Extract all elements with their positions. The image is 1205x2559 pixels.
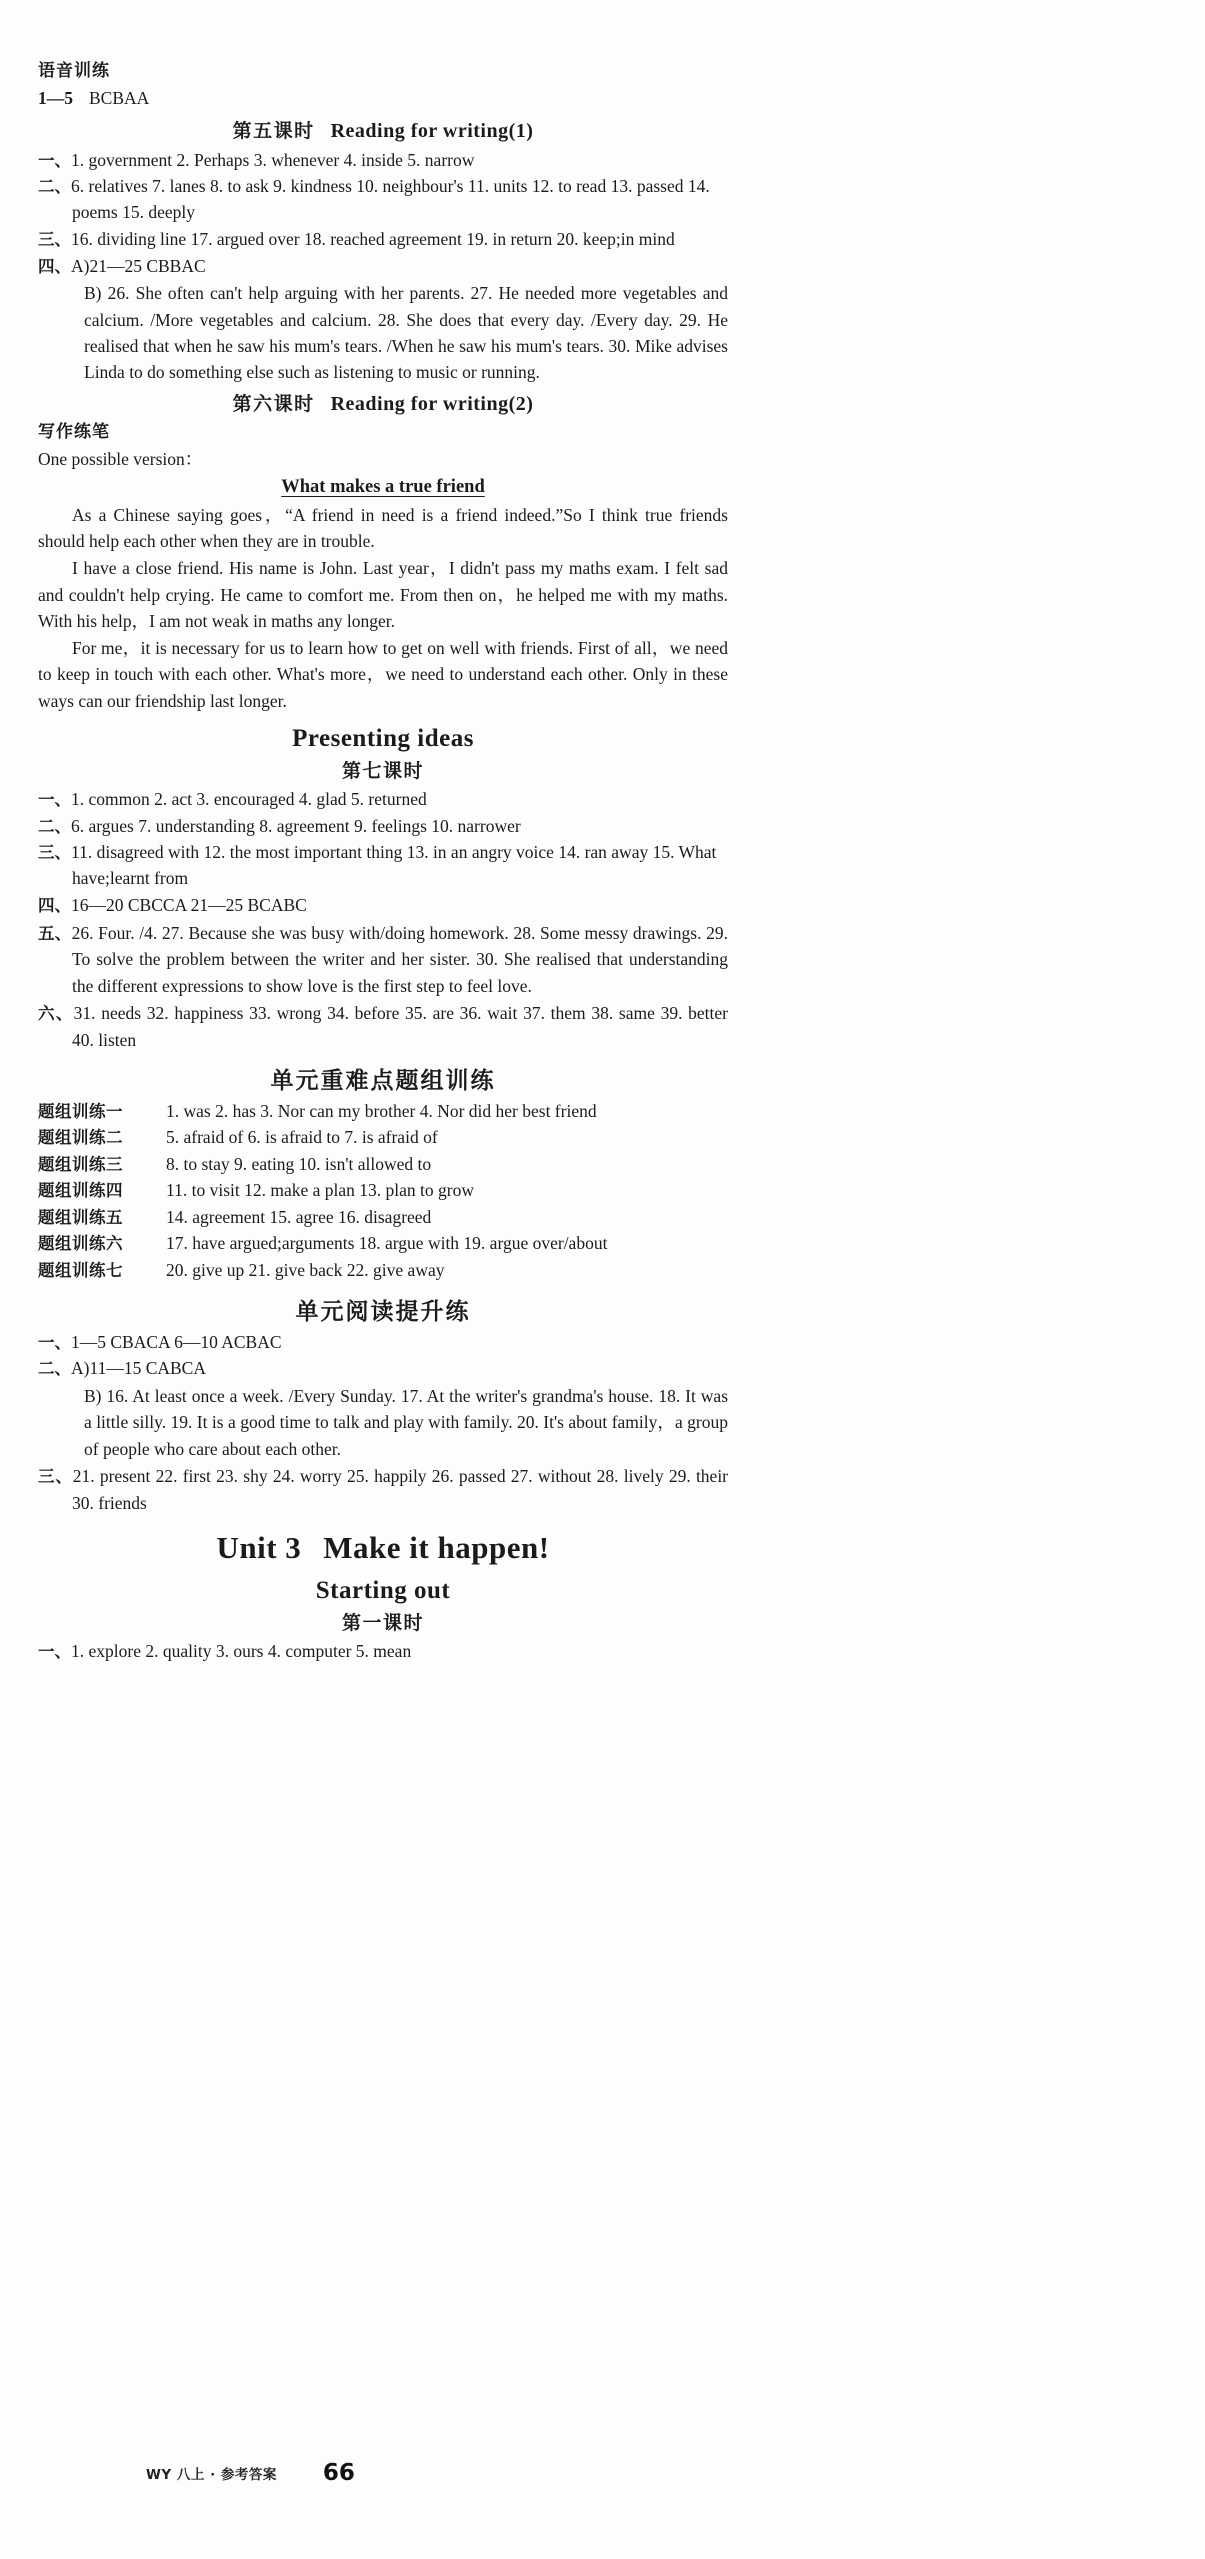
lesson-6-heading-cn: 第六课时 [232,393,315,416]
starting-out-title: Starting out [315,1576,451,1604]
row-text: 11. disagreed with 12. the most important thing 13. in an angry voice 14. ran away 15. What have;learnt from [71,842,717,889]
essay-title: What makes a true friend [281,476,485,497]
drill-label: 题组训练七 [38,1261,123,1281]
row-label: 三、 [38,229,71,249]
drill-text: 1. was 2. has 3. Nor can my brother 4. Nor did her best friend [166,1100,597,1121]
lesson-5-part-b: B) 26. She often can't help arguing with her parents. 27. He needed more vegetables and calcium. /More vegetables and calcium. 28. She does that every day. /Every day. 29. He realised that when he saw his mum's tears. /When he saw his mum's tears. 30. Mike advises Linda to do something else such as listening to music or running. [84,283,728,382]
drill-text: 20. give up 21. give back 22. give away [166,1260,445,1281]
phonetics-heading: 语音训练 [38,61,110,81]
row-text: 21. present 22. first 23. shy 24. worry 25. happily 26. passed 27. without 28. lively 29. their 30. friends [72,1465,729,1513]
row-label: 一、 [38,150,71,170]
row-label: 四、 [38,256,71,276]
row-label: 一、 [38,1332,71,1352]
presenting-row-3 [38,840,728,891]
unit-drill-row-1 [38,1099,728,1125]
drill-text: 8. to stay 9. eating 10. isn't allowed to [166,1153,432,1174]
unit-3-row-1 [38,1639,728,1665]
drill-text: 14. agreement 15. agree 16. disagreed [166,1206,432,1227]
drill-label: 题组训练三 [38,1154,123,1174]
row-text: 1. explore 2. quality 3. ours 4. computer 5. mean [71,1640,412,1661]
row-label: 二、 [38,1359,71,1379]
lesson-6-heading [38,391,728,417]
row-text: 16—20 CBCCA 21—25 BCABC [71,894,307,915]
row-label: 三、 [38,1466,73,1486]
unit-drill-row-4 [38,1178,728,1204]
drill-label: 题组训练二 [38,1128,123,1148]
drill-label: 题组训练五 [38,1207,123,1227]
page-footer [38,2460,728,2486]
unit-drill-title: 单元重难点题组训练 [270,1067,496,1094]
unit-drill-row-2 [38,1125,728,1151]
drill-text: 17. have argued;arguments 18. argue with 19. argue over/about [166,1233,608,1254]
essay-paragraph-1: As a Chinese saying goes，“A friend in need is a friend indeed.”So I think true friends should help each other when they are in trouble. [38,504,728,552]
row-label: 一、 [38,789,71,809]
essay-paragraph-3: For me，it is necessary for us to learn how to get on well with friends. First of all，we need to keep in touch with each other. What's more，we need to understand each other. Only in these ways can our friendship last longer. [38,638,728,711]
drill-text: 11. to visit 12. make a plan 13. plan to grow [166,1180,474,1201]
row-text: A)11—15 CABCA [71,1358,206,1379]
lesson-6-heading-en: Reading for writing(2) [330,393,534,416]
lesson-7-heading-cn: 第七课时 [341,759,424,782]
one-possible-version-label: One possible version： [38,449,203,470]
row-label: 三、 [38,843,71,863]
row-text: 6. relatives 7. lanes 8. to ask 9. kindness 10. neighbour's 11. units 12. to read 13. passed 14. poems 15. deeply [71,176,710,223]
phonetics-answer-line [38,86,728,112]
lesson-5-row-3 [38,227,728,253]
page-content [38,60,728,1665]
row-label: 六、 [38,1003,74,1023]
unit-drill-row-3 [38,1152,728,1178]
unit-reading-title: 单元阅读提升练 [295,1298,471,1325]
presenting-row-1 [38,787,728,813]
row-label: 五、 [38,923,72,943]
drill-label: 题组训练四 [38,1181,123,1201]
row-text: 31. needs 32. happiness 33. wrong 34. before 35. are 36. wait 37. them 38. same 39. better 40. listen [72,1002,729,1050]
unit-drill-row-5 [38,1205,728,1231]
lesson-5-row-2 [38,174,728,225]
row-label: 二、 [38,816,71,836]
unit-reading-row-2 [38,1356,728,1382]
presenting-row-4 [38,893,728,919]
unit-3-title [38,1530,728,1566]
unit-3-name: Make it happen! [323,1529,550,1565]
row-label: 一、 [38,1641,71,1661]
row-text: 1. common 2. act 3. encouraged 4. glad 5. returned [71,788,427,809]
unit-reading-part-b: B) 16. At least once a week. /Every Sunday. 17. At the writer's grandma's house. 18. It was a little silly. 19. It is a good time to talk and play with family. 20. It's about family，a group of people who care about each other. [84,1386,728,1459]
drill-label: 题组训练六 [38,1234,123,1254]
drill-label: 题组训练一 [38,1101,123,1121]
row-text: 1. government 2. Perhaps 3. whenever 4. inside 5. narrow [71,149,475,170]
phonetics-answer: BCBAA [89,87,150,108]
lesson-1-heading-cn: 第一课时 [341,1611,424,1634]
presenting-row-5 [38,920,728,999]
presenting-row-6 [38,1000,728,1053]
row-text: 16. dividing line 17. argued over 18. reached agreement 19. in return 20. keep;in mind [71,228,675,249]
unit-reading-row-3 [38,1463,728,1516]
row-label: 二、 [38,177,71,197]
writing-practice-heading: 写作练笔 [38,422,110,443]
lesson-5-heading [38,118,728,144]
lesson-5-row-4 [38,254,728,280]
phonetics-range: 1—5 [38,87,73,108]
page-number: 66 [322,2460,355,2486]
presenting-row-2 [38,814,728,840]
row-label: 四、 [38,895,71,915]
row-text: 1—5 CBACA 6—10 ACBAC [71,1331,282,1352]
footer-book-mark: WY 八上 · 参考答案 [146,2467,277,2483]
unit-3-number: Unit 3 [216,1529,302,1565]
lesson-5-row-1 [38,148,728,174]
essay-paragraph-2: I have a close friend. His name is John. Last year，I didn't pass my maths exam. I felt sad and couldn't help crying. He came to comfort me. From then on，he helped me with my maths. With his help，I am not weak in maths any longer. [38,558,728,631]
presenting-ideas-title: Presenting ideas [292,724,474,752]
unit-drill-row-6 [38,1231,728,1257]
row-text: A)21—25 CBBAC [71,255,206,276]
lesson-5-heading-en: Reading for writing(1) [330,119,534,142]
drill-text: 5. afraid of 6. is afraid to 7. is afraid of [166,1127,438,1148]
lesson-5-heading-cn: 第五课时 [232,119,315,142]
unit-reading-row-1 [38,1330,728,1356]
row-text: 26. Four. /4. 27. Because she was busy with/doing homework. 28. Some messy drawings. 29. To solve the problem between the writer and her sister. 30. She realised that understanding the different expressions to show love is the first step to feel love. [71,922,729,996]
row-text: 6. argues 7. understanding 8. agreement 9. feelings 10. narrower [71,815,521,836]
unit-drill-row-7 [38,1258,728,1284]
